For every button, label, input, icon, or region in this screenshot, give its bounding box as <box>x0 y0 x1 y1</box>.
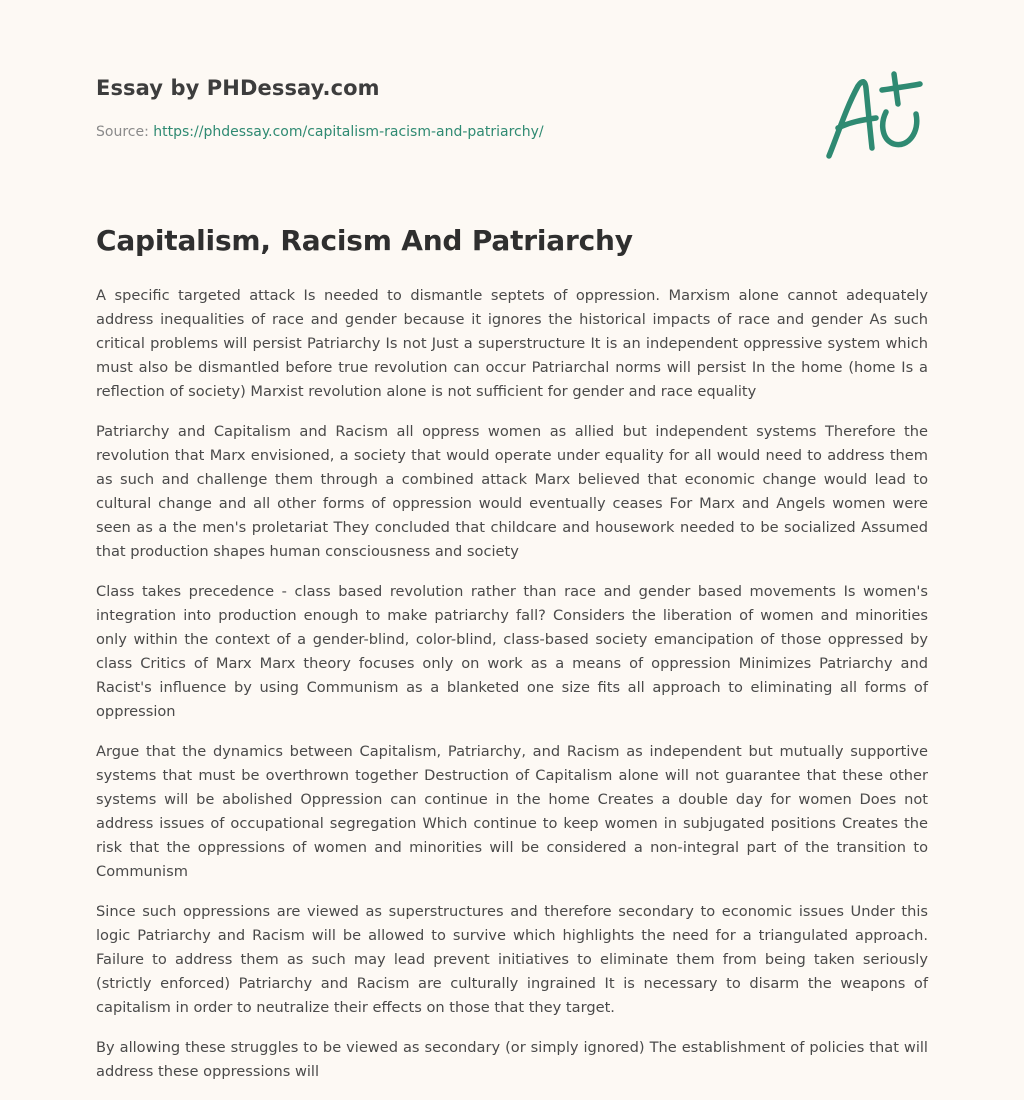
essay-paragraph: A specific targeted attack Is needed to dismantle septets of oppression. Marxism alone cannot adequately address inequalities of race and gender because it ignores the historical impacts of race and gender As such critical problems will persist Patriarchy Is not Just a superstructure It is an independent oppressive system which must also be dismantled before true revolution can occur Patriarchal norms will persist In the home (home Is a reflection of society) Marxist revolution alone is not sufficient for gender and race equality <box>96 287 928 400</box>
essay-paragraph: Patriarchy and Capitalism and Racism all oppress women as allied but independent systems Therefore the revolution that Marx envisioned, a society that would operate under equality for all would need to address them as such and challenge them through a combined attack Marx believed that economic change would lead to cultural change and all other forms of oppression would eventually ceases For Marx and Angels women were seen as a the men's proletariat They concluded that childcare and housework needed to be socialized Assumed that production shapes human consciousness and society <box>96 423 928 560</box>
site-title: Essay by PHDessay.com <box>96 76 380 100</box>
essay-paragraph: Argue that the dynamics between Capitalism, Patriarchy, and Racism as independent but mutually supportive systems that must be overthrown together Destruction of Capitalism alone will not guarantee that these other systems will be abolished Oppression can continue in the home Creates a double day for women Does not address issues of occupational segregation Which continue to keep women in subjugated positions Creates the risk that the oppressions of women and minorities will be considered a non-integral part of the transition to Communism <box>96 743 928 880</box>
essay-paragraph: Class takes precedence - class based revolution rather than race and gender based movements Is women's integration into production enough to make patriarchy fall? Considers the liberation of women and minorities only within the context of a gender-blind, color-blind, class-based society emancipation of those oppressed by class Critics of Marx Marx theory focuses only on work as a means of oppression Minimizes Patriarchy and Racist's influence by using Communism as a blanketed one size fits all approach to eliminating all forms of oppression <box>96 583 928 720</box>
a-plus-logo-icon <box>824 68 928 168</box>
source-link[interactable]: https://phdessay.com/capitalism-racism-and-patriarchy/ <box>153 124 544 140</box>
essay-title: Capitalism, Racism And Patriarchy <box>96 224 633 257</box>
essay-paragraph: By allowing these struggles to be viewed as secondary (or simply ignored) The establishment of policies that will address these oppressions will <box>96 1039 928 1080</box>
essay-paragraph: Since such oppressions are viewed as superstructures and therefore secondary to economic issues Under this logic Patriarchy and Racism will be allowed to survive which highlights the need for a triangulated approach. Failure to address them as such may lead prevent initiatives to eliminate them from being taken seriously (strictly enforced) Patriarchy and Racism are culturally ingrained It is necessary to disarm the weapons of capitalism in order to neutralize their effects on those that they target. <box>96 903 928 1016</box>
source-label: Source: <box>96 124 154 140</box>
essay-body <box>96 284 928 1100</box>
source-line <box>96 124 544 140</box>
